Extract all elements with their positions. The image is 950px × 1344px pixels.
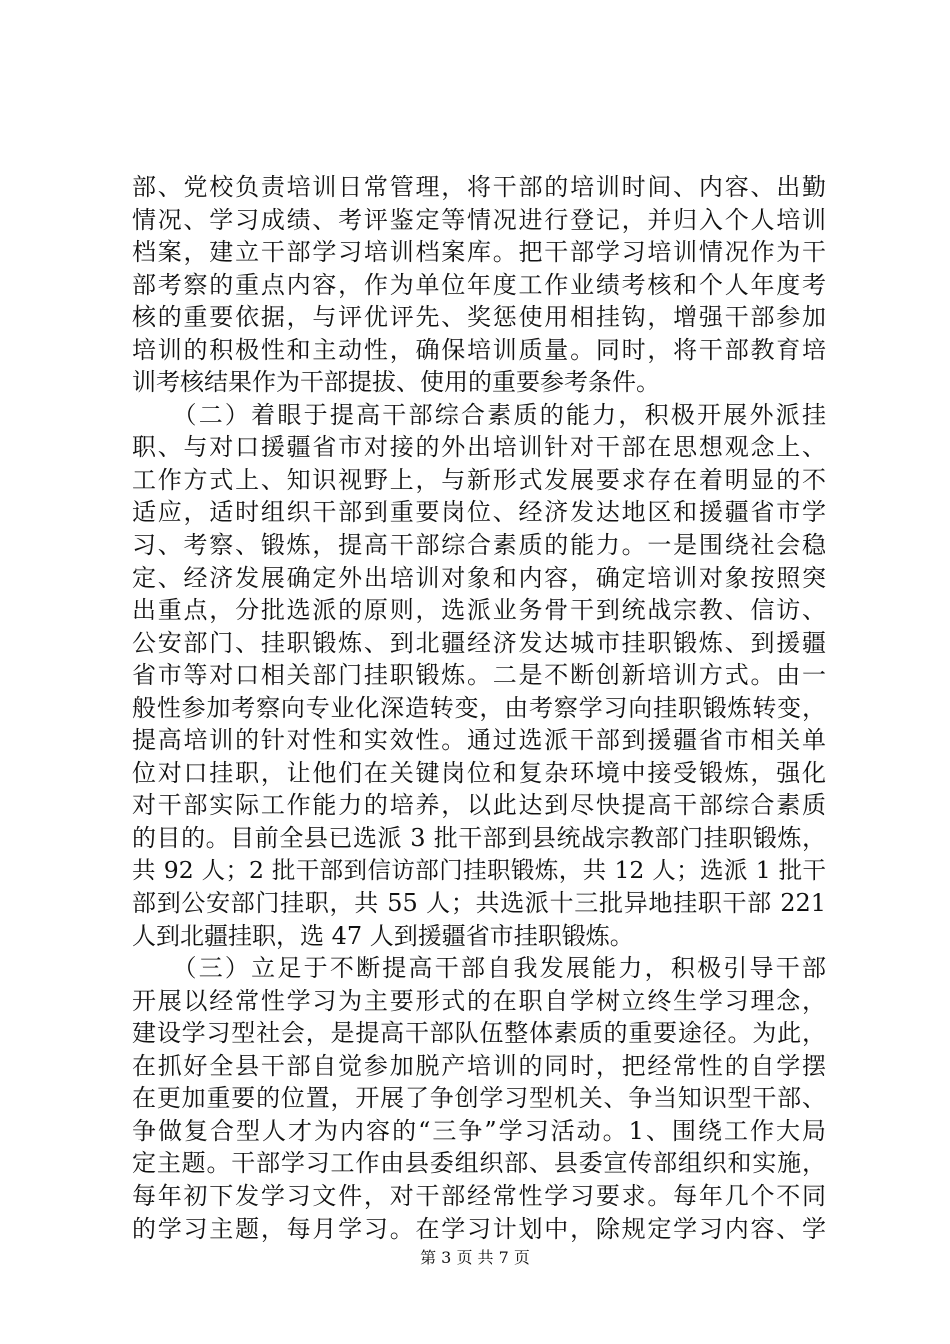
text-line: 公安部门、挂职锻炼、到北疆经济发达城市挂职锻炼、到援疆 bbox=[132, 628, 826, 657]
text-line: 部考察的重点内容，作为单位年度工作业绩考核和个人年度考 bbox=[132, 270, 826, 299]
text-line: 在更加重要的位置，开展了争创学习型机关、争当知识型干部、 bbox=[132, 1084, 826, 1113]
text-line: 共 92 人；2 批干部到信访部门挂职锻炼，共 12 人；选派 1 批干 bbox=[132, 856, 826, 885]
text-line: 争做复合型人才为内容的“三争”学习活动。1、围绕工作大局 bbox=[132, 1116, 826, 1145]
text-line: 般性参加考察向专业化深造转变，由考察学习向挂职锻炼转变， bbox=[132, 693, 826, 722]
text-line: （二）着眼于提高干部综合素质的能力，积极开展外派挂 bbox=[132, 400, 826, 429]
text-line: 每年初下发学习文件，对干部经常性学习要求。每年几个不同 bbox=[132, 1181, 826, 1210]
text-line: （三）立足于不断提高干部自我发展能力，积极引导干部 bbox=[132, 954, 826, 983]
text-line: 的目的。目前全县已选派 3 批干部到县统战宗教部门挂职锻炼， bbox=[132, 823, 826, 852]
text-line: 工作方式上、知识视野上，与新形式发展要求存在着明显的不 bbox=[132, 465, 826, 494]
document-body bbox=[132, 171, 826, 1245]
text-line: 档案，建立干部学习培训档案库。把干部学习培训情况作为干 bbox=[132, 238, 826, 267]
text-line: 省市等对口相关部门挂职锻炼。二是不断创新培训方式。由一 bbox=[132, 661, 826, 690]
text-line: 部、党校负责培训日常管理，将干部的培训时间、内容、出勤 bbox=[132, 173, 826, 201]
text-line: 提高培训的针对性和实效性。通过选派干部到援疆省市相关单 bbox=[132, 726, 826, 755]
text-line: 对干部实际工作能力的培养，以此达到尽快提高干部综合素质 bbox=[132, 791, 826, 820]
text-line: 建设学习型社会，是提高干部队伍整体素质的重要途径。为此， bbox=[132, 1019, 826, 1048]
text-line: 开展以经常性学习为主要形式的在职自学树立终生学习理念， bbox=[132, 986, 826, 1015]
text-line: 职、与对口援疆省市对接的外出培训针对干部在思想观念上、 bbox=[132, 433, 826, 462]
text-line: 适应，适时组织干部到重要岗位、经济发达地区和援疆省市学 bbox=[132, 498, 826, 527]
text-line: 在抓好全县干部自觉参加脱产培训的同时，把经常性的自学摆 bbox=[132, 1051, 826, 1080]
text-line: 定、经济发展确定外出培训对象和内容，确定培训对象按照突 bbox=[132, 563, 826, 592]
text-line: 位对口挂职，让他们在关键岗位和复杂环境中接受锻炼，强化 bbox=[132, 758, 826, 787]
text-line: 人到北疆挂职，选 47 人到援疆省市挂职锻炼。 bbox=[132, 921, 634, 950]
text-line: 习、考察、锻炼，提高干部综合素质的能力。一是围绕社会稳 bbox=[132, 531, 826, 560]
text-line: 出重点，分批选派的原则，选派业务骨干到统战宗教、信访、 bbox=[132, 596, 826, 625]
text-line: 培训的积极性和主动性，确保培训质量。同时，将干部教育培 bbox=[132, 335, 826, 364]
text-line: 训考核结果作为干部提拔、使用的重要参考条件。 bbox=[132, 368, 660, 397]
text-line: 的学习主题，每月学习。在学习计划中，除规定学习内容、学 bbox=[132, 1214, 826, 1243]
text-line: 核的重要依据，与评优评先、奖惩使用相挂钩，增强干部参加 bbox=[132, 303, 826, 332]
page-footer: 第 3 页 共 7 页 bbox=[420, 1248, 530, 1267]
text-line: 部到公安部门挂职，共 55 人；共选派十三批异地挂职干部 221 bbox=[132, 889, 826, 918]
text-line: 情况、学习成绩、考评鉴定等情况进行登记，并归入个人培训 bbox=[132, 205, 826, 234]
text-line: 定主题。干部学习工作由县委组织部、县委宣传部组织和实施， bbox=[132, 1149, 826, 1178]
